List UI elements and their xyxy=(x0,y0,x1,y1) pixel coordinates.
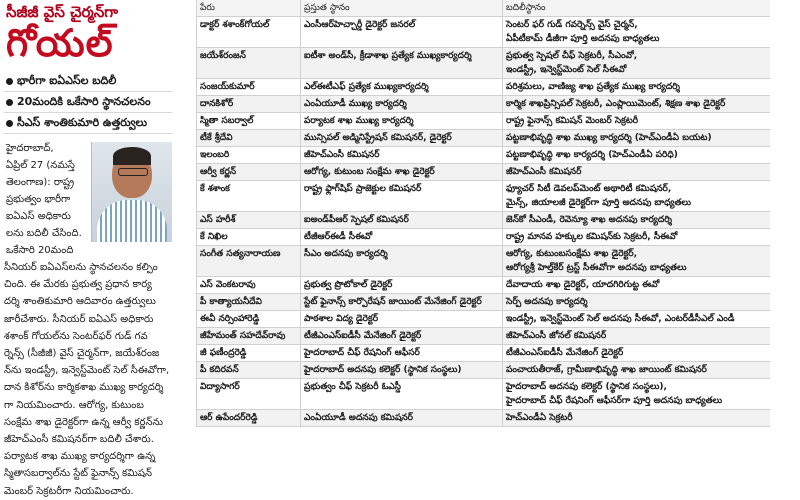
transfers-table xyxy=(196,0,770,427)
table-row xyxy=(197,277,771,294)
new-post-line: ఏపీటీకామ్ డీజీగా పూర్తి అదనపు బాధ్యతలు xyxy=(506,34,660,44)
new-post xyxy=(503,328,771,345)
table-row xyxy=(197,79,771,96)
bullet-dot-icon xyxy=(6,120,13,127)
new-post xyxy=(503,147,771,164)
officer-name: డాక్టర్ శశాంక్‌గోయల్ xyxy=(197,17,301,48)
new-post-line: హైదరాబాద్ అదనపు కలెక్టర్ (స్థానిక సంస్థలు), xyxy=(506,382,667,392)
article-headline: గోయల్ xyxy=(6,21,114,65)
new-post-line: ప్రభుత్వ స్పెషల్ చీఫ్ సెక్రటరీ, సీఎంవో, xyxy=(506,51,638,61)
new-post xyxy=(503,277,771,294)
officer-name: సంజయ్‌కుమార్ xyxy=(197,79,301,96)
current-post: రాష్ట్ర ఫ్లాగ్‌షిప్ ప్రాజెక్టుల కమిషనర్ xyxy=(301,181,503,212)
officer-name: ఎస్ వెంకటరావు xyxy=(197,277,301,294)
new-post xyxy=(503,212,771,229)
new-post-line: టీజీఎంఎస్‌ఐడీసీ మేనేజింగ్ డైరెక్టర్ xyxy=(506,348,624,358)
new-post xyxy=(503,96,771,113)
table-row xyxy=(197,164,771,181)
current-post: ఆరోగ్య, కుటుంబ సంక్షేమ శాఖ డైరెక్టర్ xyxy=(301,164,503,181)
table-row xyxy=(197,17,771,48)
bullet-item: 20మందికి ఒకేసారి స్థానచలనం xyxy=(4,92,172,113)
article-dateline: హైదరాబాద్, ఏప్రిల్ 27 (నమస్తే తెలంగాణ): రాష్ట్ర ప్రభుత్వం భారీగా ఐఏఎస్ అధికారు లను బదిలీ చేసింది. ఒకేసారి 20మంది xyxy=(6,143,82,256)
table-row xyxy=(197,311,771,328)
bullet-dot-icon xyxy=(6,78,13,85)
transfers-table-container xyxy=(196,0,770,500)
officer-name: జయేశ్‌రంజన్ xyxy=(197,48,301,79)
officer-name: కే నిఖిల xyxy=(197,229,301,246)
new-post-line: సెంటర్ ఫర్ గుడ్ గవర్నెన్స్ వైస్ చైర్మన్, xyxy=(506,20,638,30)
table-row xyxy=(197,379,771,410)
current-post: ఎంఏయూడీ అదనపు కమిషనర్ xyxy=(301,410,503,427)
article-lead xyxy=(0,140,172,500)
new-post-line: కార్మిక శాఖప్రిన్సిపల్ సెక్రటరీ, ఎంప్లాయిమెంట్, శిక్షణ శాఖ డైరెక్టర్ xyxy=(506,99,726,109)
officer-name: ఆర్వీ కర్ణన్ xyxy=(197,164,301,181)
current-post: ఎంఏయూడీ ముఖ్య కార్యదర్శి xyxy=(301,96,503,113)
current-post: స్టేట్ ఫైనాన్స్ కార్పొరేషన్ జాయింట్ మేనేజింగ్ డైరెక్టర్ xyxy=(301,294,503,311)
table-row xyxy=(197,362,771,379)
new-post-line: పట్టణాభివృద్ధి శాఖ కార్యదర్శి (హెచ్ఎండీఏ పరిధి) xyxy=(506,150,678,160)
new-post-line: ఆరోగ్య, కుటుంబసంక్షేమ శాఖ డైరెక్టర్, xyxy=(506,249,638,259)
new-post xyxy=(503,294,771,311)
officer-name: విద్యాసాగర్ xyxy=(197,379,301,410)
new-post-line: జీహెచ్ఎంసీ కమిషనర్ xyxy=(506,167,582,177)
current-post: టీజీఎంఎస్‌ఐడీసీ మేనేజింగ్ డైరెక్టర్ xyxy=(301,328,503,345)
current-post: పర్యాటక శాఖ ముఖ్య కార్యదర్శి xyxy=(301,113,503,130)
new-post xyxy=(503,362,771,379)
officer-name: పీ కదిరవన్ xyxy=(197,362,301,379)
new-post xyxy=(503,164,771,181)
officer-name: ఎస్ హరీశ్ xyxy=(197,212,301,229)
new-post xyxy=(503,246,771,277)
table-row xyxy=(197,410,771,427)
current-post: హైదరాబాద్ చీఫ్ రేషనింగ్ ఆఫీసర్ xyxy=(301,345,503,362)
new-post xyxy=(503,130,771,147)
new-post xyxy=(503,311,771,328)
new-post-line: పంచాయతీరాజ్, గ్రామీణాభివృద్ధి శాఖ జాయింట్ కమిషనర్ xyxy=(506,365,707,375)
officer-name: ఆర్ ఉపేందర్‌రెడ్డి xyxy=(197,410,301,427)
current-post: హైదరాబాద్ అదనపు కలెక్టర్ (స్థానిక సంస్థలు) xyxy=(301,362,503,379)
new-post-line: ఇండస్ట్రీ, ఇన్వెస్ట్‌మెంట్ సెల్ అదనపు సీఈవో, ఎంటర్‌డీసీఎల్ ఎండీ xyxy=(506,314,735,324)
new-post-line: పట్టణాభివృద్ధి శాఖ ముఖ్య కార్యదర్శి (హెచ్ఎండీఏ బయట) xyxy=(506,133,712,143)
news-article xyxy=(0,0,172,500)
officer-name: టీకే శ్రీదేవి xyxy=(197,130,301,147)
current-post: టీజీఆర్‌ఈడీ సీఈవో xyxy=(301,229,503,246)
new-post-line: జీహెచ్ఎంసీ జోనల్ కమిషనర్ xyxy=(506,331,607,341)
table-row xyxy=(197,246,771,277)
new-post xyxy=(503,79,771,96)
new-post-line: దేవాదాయ శాఖ డైరెక్టర్, యాదగిరిగుట్ట ఈవో xyxy=(506,280,660,290)
new-post xyxy=(503,345,771,362)
new-post xyxy=(503,410,771,427)
table-row xyxy=(197,328,771,345)
new-post-line: జెన్‌కో సీఎండీ, రెవెన్యూ శాఖ అదనపు కార్యదర్శి xyxy=(506,215,673,225)
officer-name: స్మితా సబర్వాల్ xyxy=(197,113,301,130)
header-name: పేరు xyxy=(197,0,301,17)
officer-name: జీ ఫణీంద్రరెడ్డి xyxy=(197,345,301,362)
new-post xyxy=(503,17,771,48)
current-post: ప్రభుత్వం చీఫ్ సెక్రటరీ ఓఎస్డీ xyxy=(301,379,503,410)
header-new-post: బదిలీస్థానం xyxy=(503,0,771,17)
current-post: పాఠశాల విద్య డైరెక్టర్ xyxy=(301,311,503,328)
officer-name: కే శశాంక xyxy=(197,181,301,212)
article-kicker: సీజీజీ వైస్ చైర్మన్‌గా xyxy=(6,3,119,21)
new-post-line: రాష్ట్ర ఫైనాన్స్ కమిషన్ మెంబర్ సెక్రటరీ xyxy=(506,116,639,126)
table-body xyxy=(197,17,771,427)
new-post xyxy=(503,181,771,212)
table-row xyxy=(197,181,771,212)
new-post xyxy=(503,229,771,246)
new-post xyxy=(503,48,771,79)
new-post-line: హైదరాబాద్ చీఫ్ రేషనింగ్ ఆఫీసర్‌గా పూర్తి అదనపు బాధ్యతలు xyxy=(506,396,723,406)
bullet-item: సీఎస్ శాంతికుమారి ఉత్తర్వులు xyxy=(4,113,172,134)
new-post-line: మైన్స్, జియాలజీ డైరెక్టర్‌గా పూర్తి అదనపు బాధ్యతలు xyxy=(506,198,691,208)
current-post: ఎంసీఆర్‌హెచ్చార్డీ డైరెక్టర్ జనరల్ xyxy=(301,17,503,48)
current-post: ఐటీశా అండ్‌సీ, క్రీడాశాఖ ప్రత్యేక ముఖ్యకార్యదర్శి xyxy=(301,48,503,79)
table-row xyxy=(197,212,771,229)
officer-name: ఇలంబరి xyxy=(197,147,301,164)
bullet-dot-icon xyxy=(6,99,13,106)
new-post-line: ఆరోగ్యశ్రీ హెల్త్‌కేర్ ట్రస్ట్ సీఈవోగా అదనపు బాధ్యతలు xyxy=(506,263,687,273)
current-post: ఎల్ఈటీఎఫ్ ప్రత్యేక ముఖ్యకార్యదర్శి xyxy=(301,79,503,96)
table-row xyxy=(197,130,771,147)
article-bullets xyxy=(0,71,172,134)
current-post: ప్రభుత్వ ప్రొటోకాల్ డైరెక్టర్ xyxy=(301,277,503,294)
article-body: సీనియర్ ఐఏఎస్‌లను స్థానచలనం కల్పిం చింది. ఈ మేరకు ప్రభుత్వ ప్రధాన కార్య దర్శి శాంతికుమారి ఆదివారం ఉత్తర్వులు జారీచేశారు. సీనియర్ ఐఏఎస్ అధికారు శశాంక్ గోయల్‌ను సెంటర్‌ఫర్ గుడ్ గవ ర్నెన్స్ (సీజీజీ) వైస్ చైర్మన్‌గా, జయేశ్‌రంజ న్‌ను ఇండస్ట్రీ, ఇన్వెస్ట్‌మెంట్ సెల్ సీఈవోగా, దాన కిశోర్‌ను కార్మికశాఖ ముఖ్య కార్యదర్శి గా నియమించారు. ఆరోగ్య, కుటుంబ సంక్షేమ శాఖ డైరెక్టర్‌గా ఉన్న ఆర్వీ కర్ణన్‌ను జీహెచ్‌ఎంసీ కమిషనర్‌గా బదిలీ చేశారు. పర్యాటక శాఖ ముఖ్య కార్యదర్శిగా ఉన్న స్మితాసబర్వాల్‌ను స్టేట్ ఫైనాన్స్ కమిషన్ మెంబర్ సెక్రటరీగా నియమించారు. xyxy=(4,262,170,497)
table-row xyxy=(197,345,771,362)
new-post xyxy=(503,113,771,130)
current-post: మున్సిపల్ అడ్మినిస్ట్రేషన్ కమిషనర్, డైరెక్టర్ xyxy=(301,130,503,147)
new-post-line: ఇండస్ట్రీ, ఇన్వెస్ట్‌మెంట్ సెల్ సీఈవో xyxy=(506,65,627,75)
officer-name: పీ కాత్యాయనీదేవి xyxy=(197,294,301,311)
new-post-line: రాష్ట్ర మానవ హక్కుల కమిషన్‌కు సెక్రటరీ, సీఈవో xyxy=(506,232,678,242)
new-post-line: హెచ్ఎండీఏ సెక్రటరీ xyxy=(506,413,573,423)
table-row xyxy=(197,113,771,130)
bullet-item: భారీగా ఐఏఎస్‌ల బదిలీ xyxy=(4,71,172,92)
officer-name: దానకిశోర్ xyxy=(197,96,301,113)
officer-name: ఈవీ నర్సింహారెడ్డి xyxy=(197,311,301,328)
new-post xyxy=(503,379,771,410)
table-row xyxy=(197,147,771,164)
table-header-row xyxy=(197,0,771,17)
current-post: జీహెచ్ఎంసీ కమిషనర్ xyxy=(301,147,503,164)
officer-name: జీహేమంత్ సహదేవ్‌రావు xyxy=(197,328,301,345)
person-photo xyxy=(91,142,172,242)
officer-name: సంగీత సత్యనారాయణ xyxy=(197,246,301,277)
new-post-line: ఫ్యూచర్ సిటీ డెవలప్‌మెంట్ అథారిటీ కమిషనర్, xyxy=(506,184,672,194)
new-post-line: సెర్ప్ అదనపు కార్యదర్శి xyxy=(506,297,588,307)
table-row xyxy=(197,294,771,311)
table-row xyxy=(197,229,771,246)
table-row xyxy=(197,48,771,79)
current-post: ఐఅండ్‌పీఆర్ స్పెషల్ కమిషనర్ xyxy=(301,212,503,229)
table-row xyxy=(197,96,771,113)
new-post-line: పరిశ్రమలు, వాణిజ్య శాఖ ప్రత్యేక ముఖ్య కార్యదర్శి xyxy=(506,82,680,92)
current-post: సీఎం అదనపు కార్యదర్శి xyxy=(301,246,503,277)
header-current-post: ప్రస్తుత స్థానం xyxy=(301,0,503,17)
